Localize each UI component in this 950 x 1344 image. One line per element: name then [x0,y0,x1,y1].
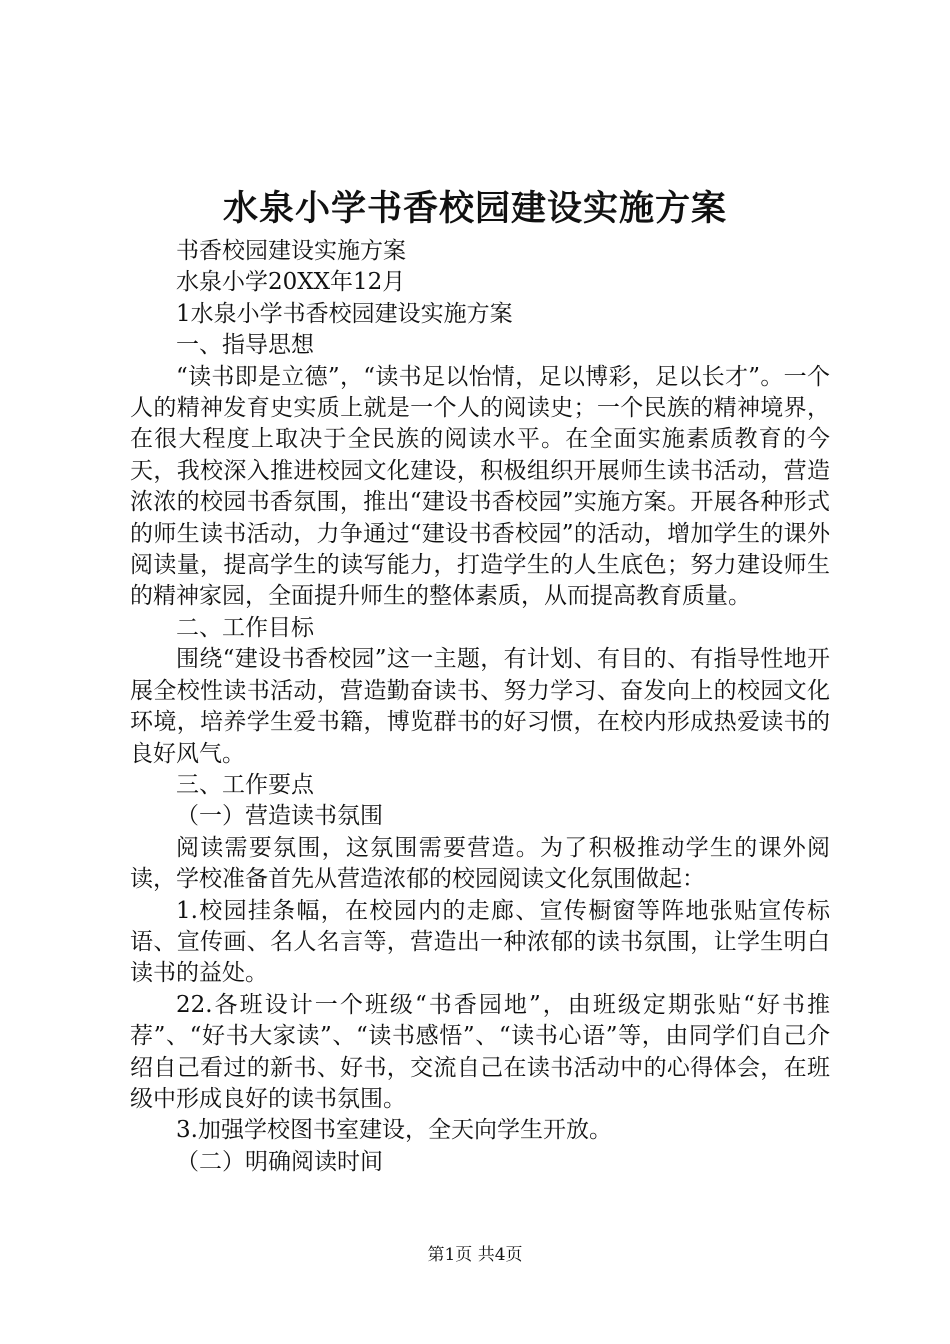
heading-work-goals: 二、工作目标 [176,614,314,641]
paragraph-reading-atmosphere: 阅读需要氛围，这氛围需要营造。为了积极推动学生的课外阅读，学校准备首先从营造浓郁的校园阅读文化氛围做起： [130,834,830,893]
subheading-reading-time: （二）明确阅读时间 [176,1148,383,1175]
heading-guiding-ideology: 一、指导思想 [176,332,314,359]
paragraph-guiding-ideology: “读书即是立德”，“读书足以怡情，足以博彩，足以长才”。一个人的精神发育史实质上就是一个人的阅读史；一个民族的精神境界，在很大程度上取决于全民族的阅读水平。在全面实施素质教育的今天，我校深入推进校园文化建设，积极组织开展师生读书活动，营造浓浓的校园书香氛围，推出“建设书香校园”实施方案。开展各种形式的师生读书活动，力争通过“建设书香校园”的活动，增加学生的课外阅读量，提高学生的读写能力，打造学生的人生底色；努力建设师生的精神家园，全面提升师生的整体素质，从而提高教育质量。 [130,363,830,610]
list-item-2: 22.各班设计一个班级“书香园地”，由班级定期张贴“好书推荐”、“好书大家读”、“读书感悟”、“读书心语”等，由同学们自己介绍自己看过的新书、好书，交流自己在读书活动中的心得体会，在班级中形成良好的读书氛围。 [130,991,830,1112]
page-number-footer: 第1页 共4页 [427,1245,523,1265]
date-line: 水泉小学20XX年12月 [176,269,406,296]
subheading-reading-atmosphere: （一）营造读书氛围 [176,803,383,830]
document-title: 水泉小学书香校园建设实施方案 [222,188,727,229]
list-item-1: 1.校园挂条幅，在校园内的走廊、宣传橱窗等阵地张贴宣传标语、宣传画、名人名言等，营造出一种浓郁的读书氛围，让学生明白读书的益处。 [130,897,830,987]
list-item-3: 3.加强学校图书室建设，全天向学生开放。 [176,1117,612,1144]
heading-work-points: 三、工作要点 [176,771,314,798]
subtitle-line: 书香校园建设实施方案 [176,238,406,264]
section-heading-line: 1水泉小学书香校园建设实施方案 [176,300,513,327]
paragraph-work-goals: 围绕“建设书香校园”这一主题，有计划、有目的、有指导性地开展全校性读书活动，营造勤奋读书、努力学习、奋发向上的校园文化环境，培养学生爱书籍，博览群书的好习惯，在校内形成热爱读书的良好风气。 [130,646,830,767]
document-body [130,236,830,1178]
